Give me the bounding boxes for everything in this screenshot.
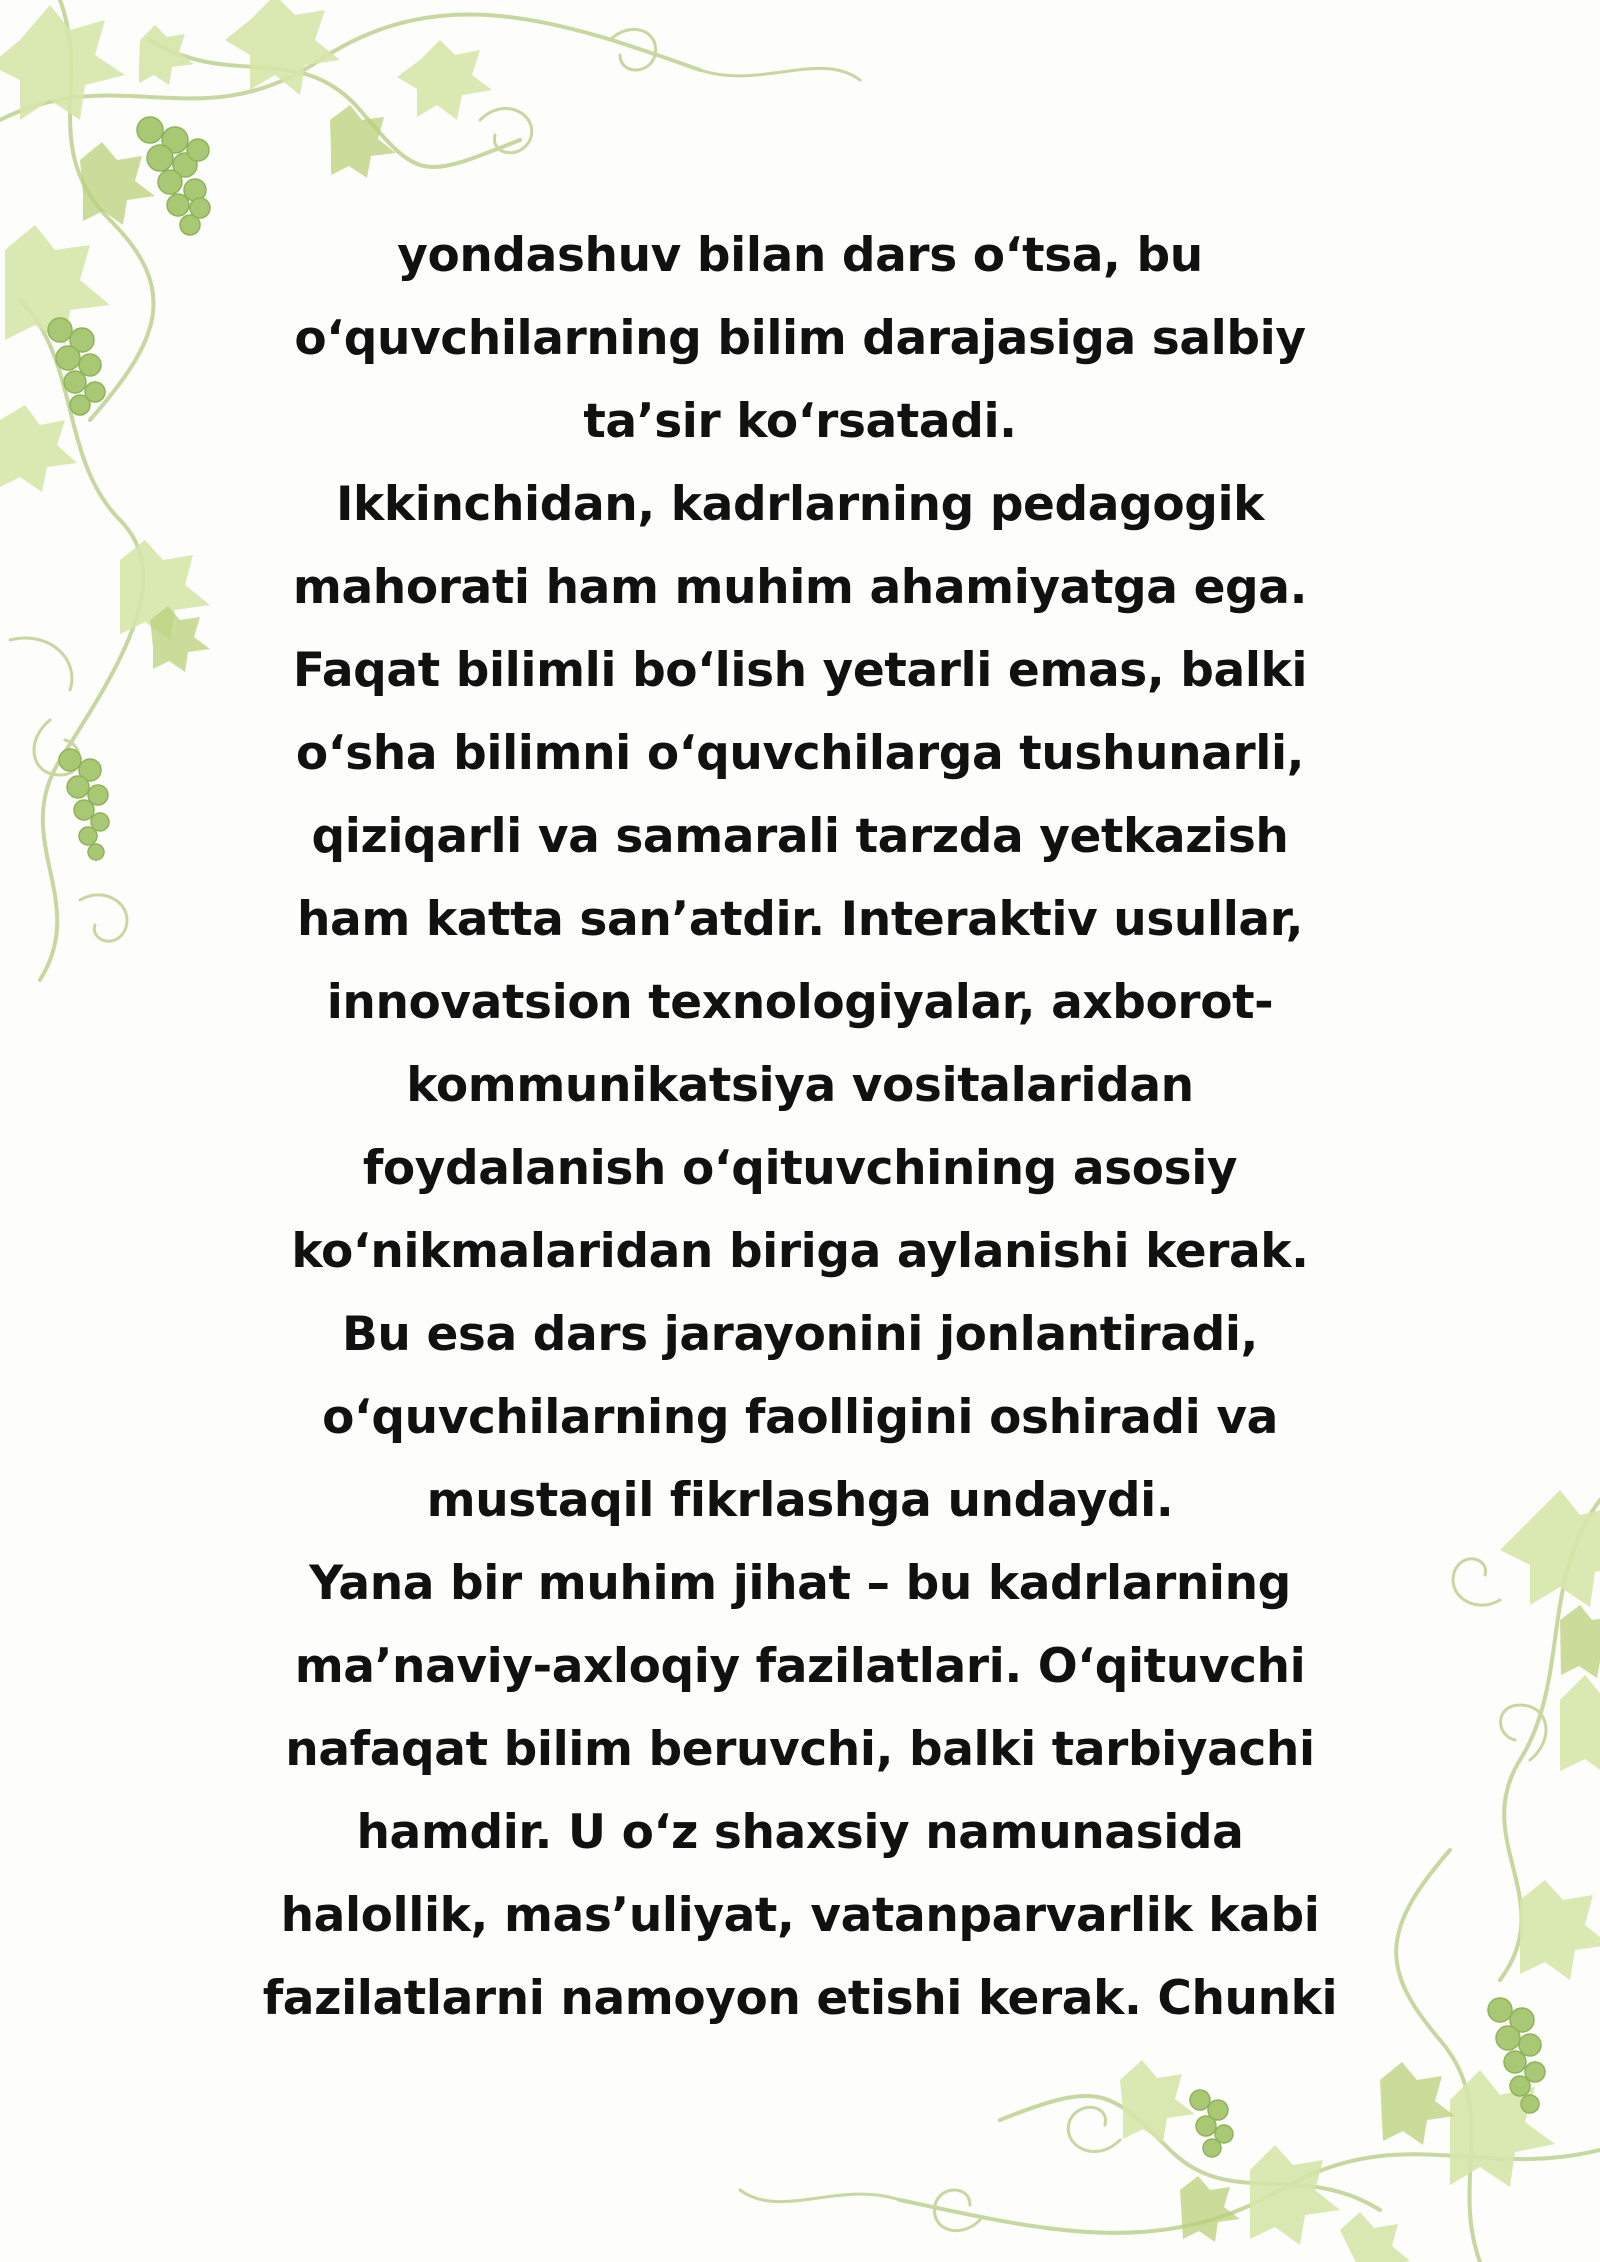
text-line: hamdir. U o‘z shaxsiy namunasida	[356, 1805, 1244, 1860]
text-line: o‘quvchilarning bilim darajasiga salbiy	[294, 311, 1306, 366]
text-line: qiziqarli va samarali tarzda yetkazish	[311, 809, 1289, 864]
body-text	[200, 214, 1400, 2040]
text-line: ta’sir ko‘rsatadi.	[583, 394, 1017, 449]
text-line: ham katta san’atdir. Interaktiv usullar,	[296, 892, 1304, 947]
text-line: ma’naviy-axloqiy fazilatlari. O‘qituvchi	[294, 1639, 1306, 1694]
text-line: mustaqil fikrlashga undaydi.	[426, 1473, 1174, 1528]
text-line: foydalanish o‘qituvchining asosiy	[362, 1141, 1238, 1196]
text-line: fazilatlarni namoyon etishi kerak. Chunki	[262, 1971, 1338, 2026]
text-line: o‘quvchilarning faolligini oshiradi va	[322, 1390, 1278, 1445]
text-line: Bu esa dars jarayonini jonlantiradi,	[342, 1307, 1258, 1362]
text-line: Faqat bilimli bo‘lish yetarli emas, balki	[292, 643, 1308, 698]
text-line: ko‘nikmalaridan biriga aylanishi kerak.	[291, 1224, 1309, 1279]
text-line: Yana bir muhim jihat – bu kadrlarning	[309, 1556, 1291, 1611]
text-line: innovatsion texnologiyalar, axborot-	[326, 975, 1274, 1030]
text-line: kommunikatsiya vositalaridan	[406, 1058, 1194, 1113]
text-line: o‘sha bilimni o‘quvchilarga tushunarli,	[295, 726, 1305, 781]
text-line: nafaqat bilim beruvchi, balki tarbiyachi	[285, 1722, 1315, 1777]
text-line: halollik, mas’uliyat, vatanparvarlik kabi	[280, 1888, 1320, 1943]
text-line: mahorati ham muhim ahamiyatga ega.	[292, 560, 1308, 615]
text-line: Ikkinchidan, kadrlarning pedagogik	[335, 477, 1265, 532]
text-line: yondashuv bilan dars o‘tsa, bu	[397, 228, 1203, 283]
